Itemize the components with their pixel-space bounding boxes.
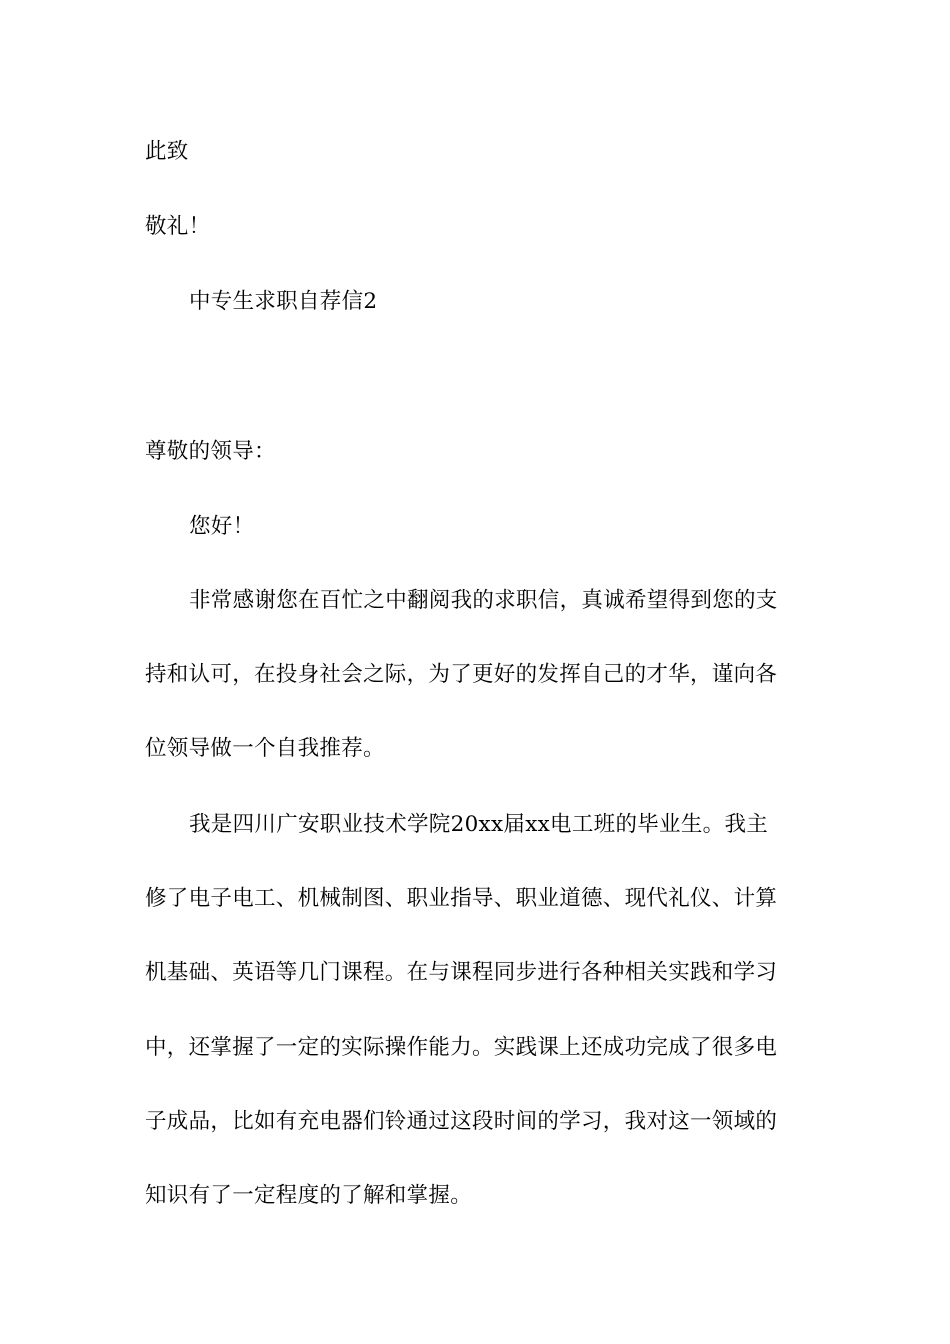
- paragraph-line: 位领导做一个自我推荐。: [145, 736, 385, 761]
- hello-line: 您好！: [189, 514, 255, 539]
- paragraph-line: 子成品，比如有充电器们铃通过这段时间的学习，我对这一领域的: [145, 1109, 778, 1134]
- greeting-line: 尊敬的领导：: [145, 439, 276, 464]
- paragraph-line: 我是四川广安职业技术学院20xx届xx电工班的毕业生。我主: [189, 812, 769, 837]
- salute-line: 敬礼！: [145, 214, 211, 239]
- paragraph-line: 知识有了一定程度的了解和掌握。: [145, 1183, 473, 1208]
- paragraph-line: 非常感谢您在百忙之中翻阅我的求职信，真诚希望得到您的支: [189, 588, 778, 613]
- closing-line: 此致: [145, 139, 189, 164]
- paragraph-line: 中，还掌握了一定的实际操作能力。实践课上还成功完成了很多电: [145, 1035, 778, 1060]
- letter-title: 中专生求职自荐信2: [189, 289, 378, 314]
- paragraph-line: 机基础、英语等几门课程。在与课程同步进行各种相关实践和学习: [145, 960, 778, 985]
- paragraph-line: 持和认可，在投身社会之际，为了更好的发挥自己的才华，谨向各: [145, 662, 778, 687]
- paragraph-line: 修了电子电工、机械制图、职业指导、职业道德、现代礼仪、计算: [145, 886, 778, 911]
